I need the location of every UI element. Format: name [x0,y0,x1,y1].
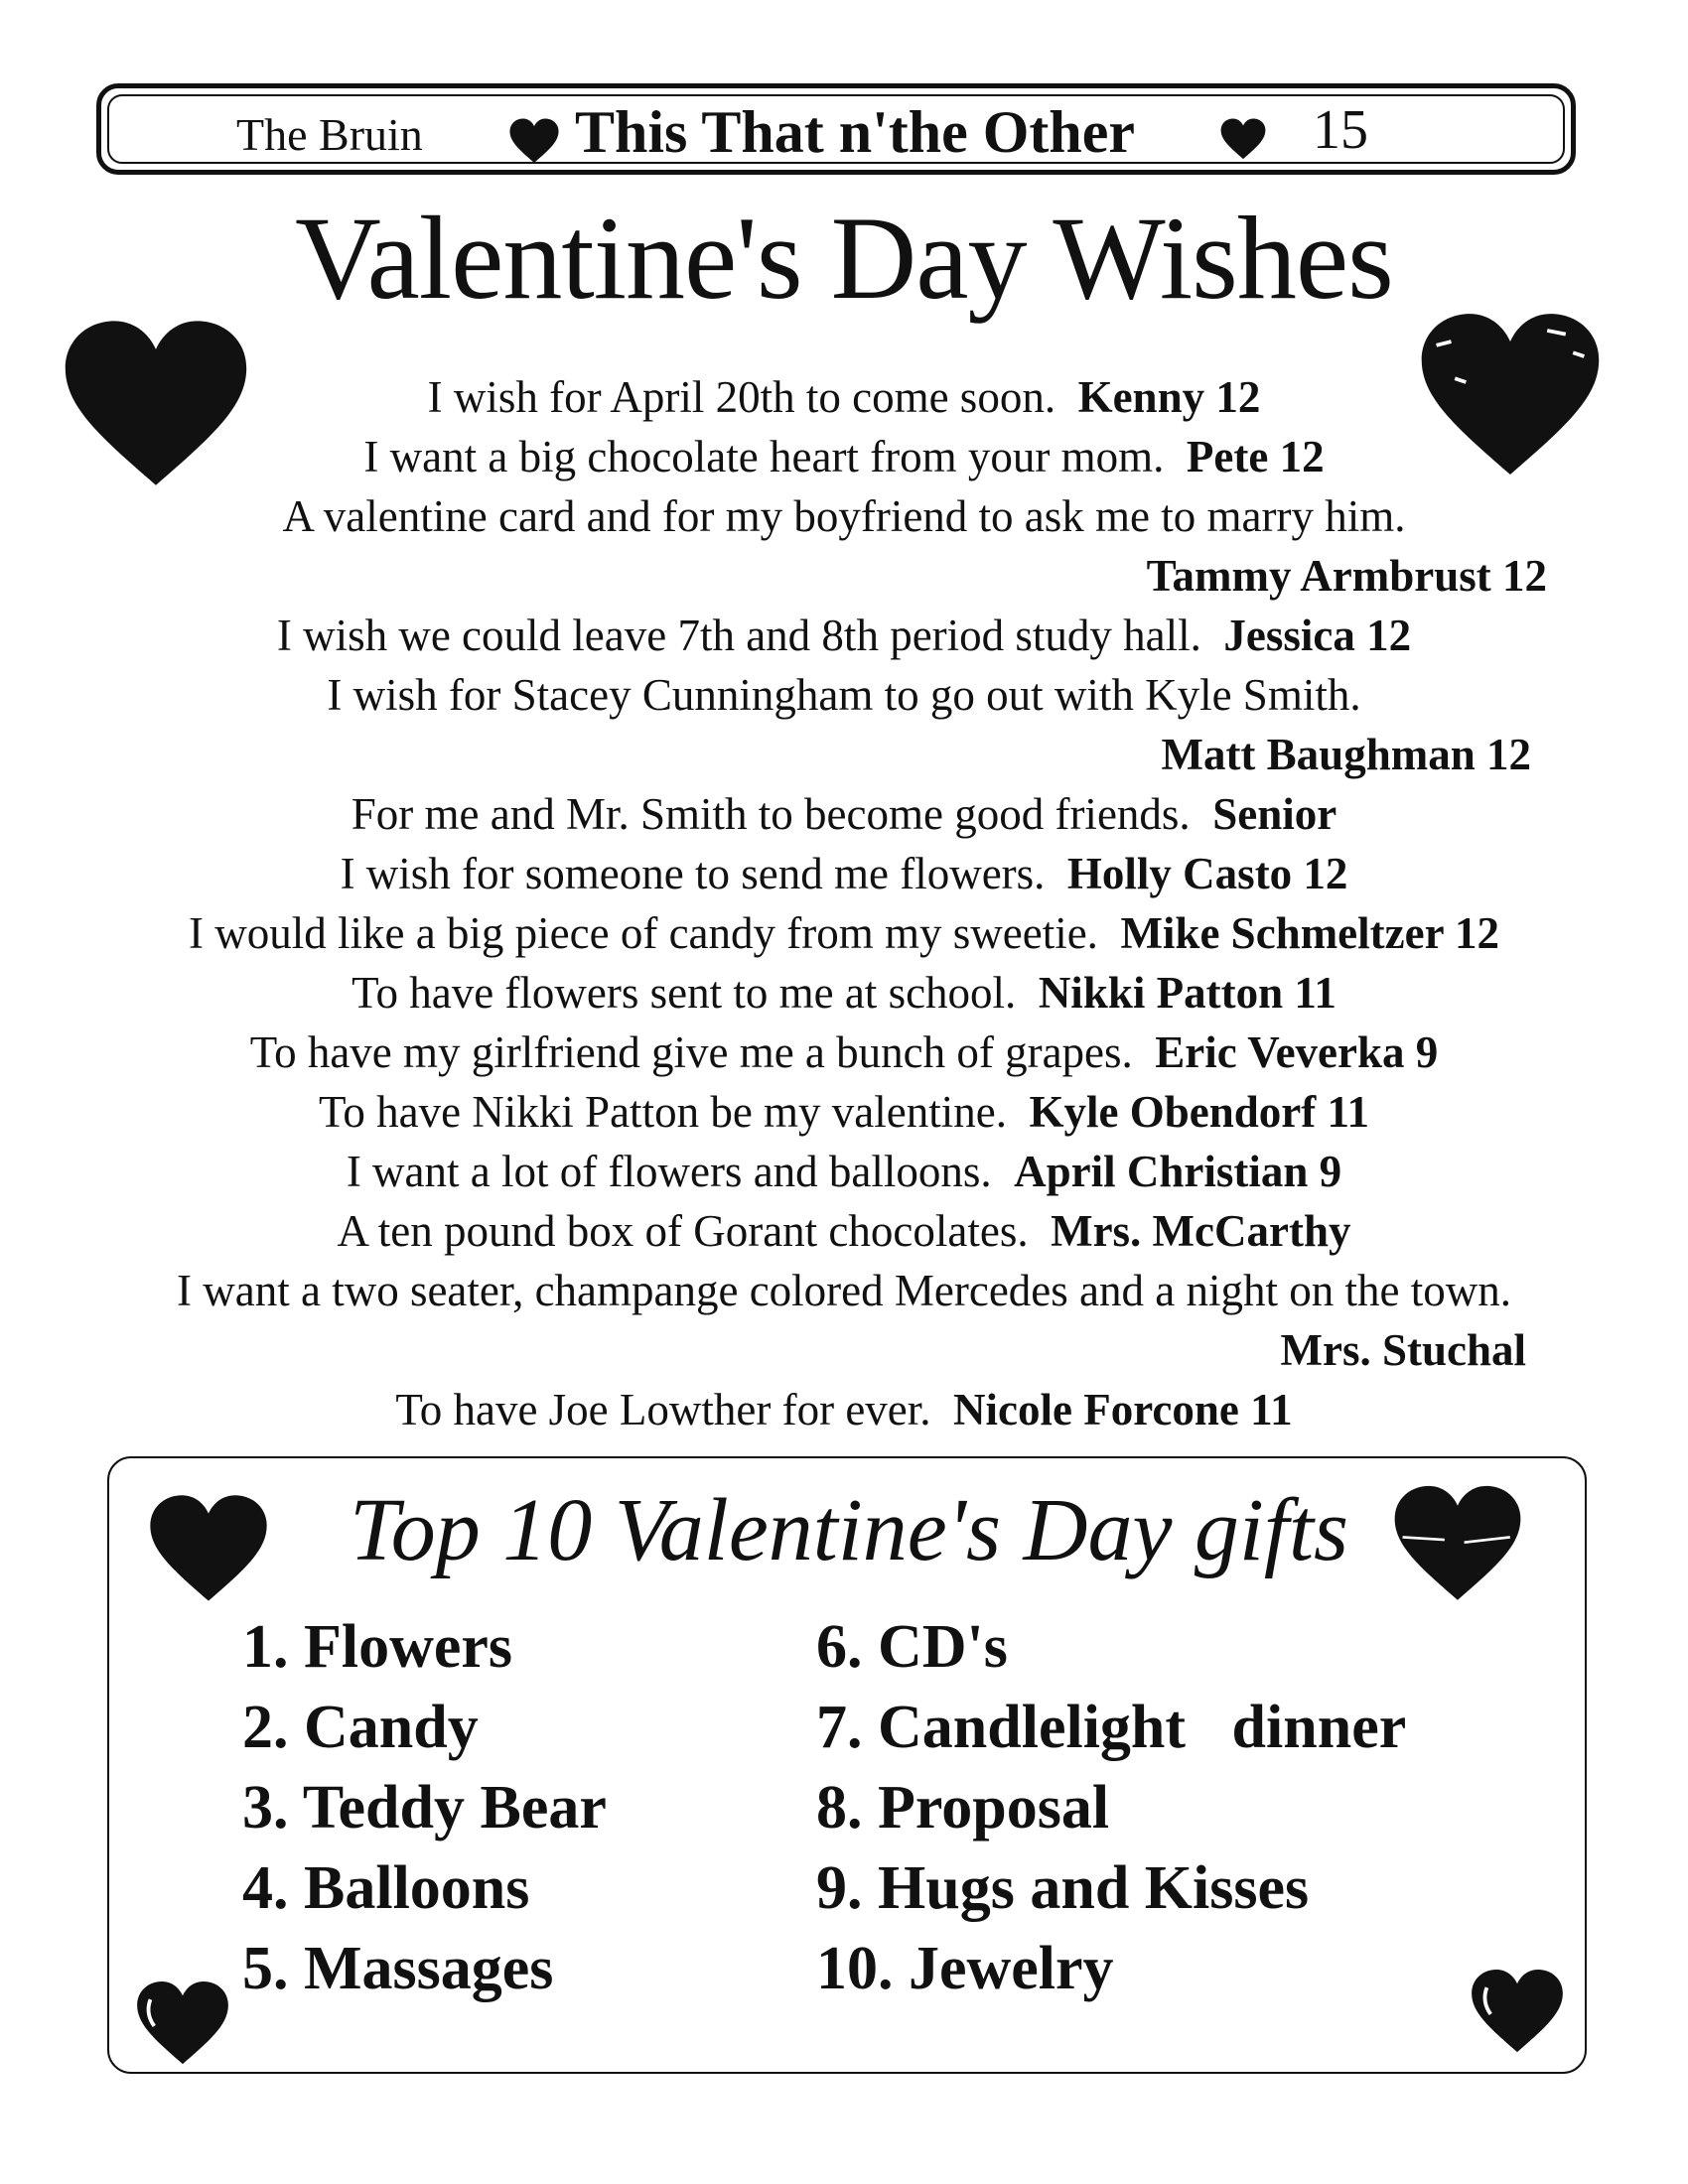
list-item: 5. Massages [242,1935,554,2002]
wishes-list [0,367,1688,1439]
list-item: I wish for someone to send me flowers. Holly Casto 12 [340,849,1348,898]
list-item: I want a two seater, champange colored Mercedes and a night on the town. Mrs. Stuchal [177,1266,1526,1375]
heart-icon [508,118,560,164]
list-item: I wish for Stacey Cunningham to go out with Kyle Smith. Matt Baughman 12 [327,670,1531,779]
list-item: I wish for April 20th to come soon. Kenny 12 [427,372,1261,422]
list-item: 8. Proposal [816,1774,1110,1842]
gifts-column-left [242,1607,607,2009]
list-item: 3. Teddy Bear [242,1774,607,1842]
list-item: To have Nikki Patton be my valentine. Kyle Obendorf 11 [319,1087,1369,1137]
list-item: To have flowers sent to me at school. Nikki Patton 11 [352,968,1336,1018]
list-item: A valentine card and for my boyfriend to ask me to marry him. Tammy Armbrust 12 [282,491,1547,601]
list-item: I would like a big piece of candy from my sweetie. Mike Schmeltzer 12 [188,908,1499,958]
top-gifts-box [107,1456,1587,2074]
list-item: 9. Hugs and Kisses [816,1854,1310,1922]
heart-icon [1470,1969,1565,2054]
list-item: I wish we could leave 7th and 8th period study hall. Jessica 12 [276,611,1412,660]
heart-icon [1218,118,1268,160]
publication-name: The Bruin [236,109,423,160]
list-item: I want a lot of flowers and balloons. April Christian 9 [346,1147,1342,1196]
page-title: Valentine's Day Wishes [295,192,1393,324]
section-title: This That n'the Other [575,99,1135,165]
list-item: I want a big chocolate heart from your mom. Pete 12 [363,432,1325,481]
gifts-title: Top 10 Valentine's Day gifts [350,1481,1348,1579]
list-item: 6. CD's [816,1613,1008,1681]
list-item: To have Joe Lowther for ever. Nicole Forcone 11 [395,1385,1293,1434]
list-item: 10. Jewelry [816,1935,1114,2002]
list-item: 1. Flowers [242,1613,513,1681]
heart-icon [135,1980,230,2066]
page-number: 15 [1313,99,1368,161]
list-item: For me and Mr. Smith to become good friends. Senior [351,789,1337,839]
gifts-column-right [816,1607,1406,2009]
list-item: 4. Balloons [242,1854,530,1922]
list-item: 7. Candlelight dinner [816,1694,1407,1761]
list-item: 2. Candy [242,1694,479,1761]
list-item: A ten pound box of Gorant chocolates. Mrs. McCarthy [337,1206,1351,1256]
heart-icon [1392,1484,1523,1603]
section-header [96,83,1576,175]
list-item: To have my girlfriend give me a bunch of grapes. Eric Veverka 9 [249,1027,1439,1077]
